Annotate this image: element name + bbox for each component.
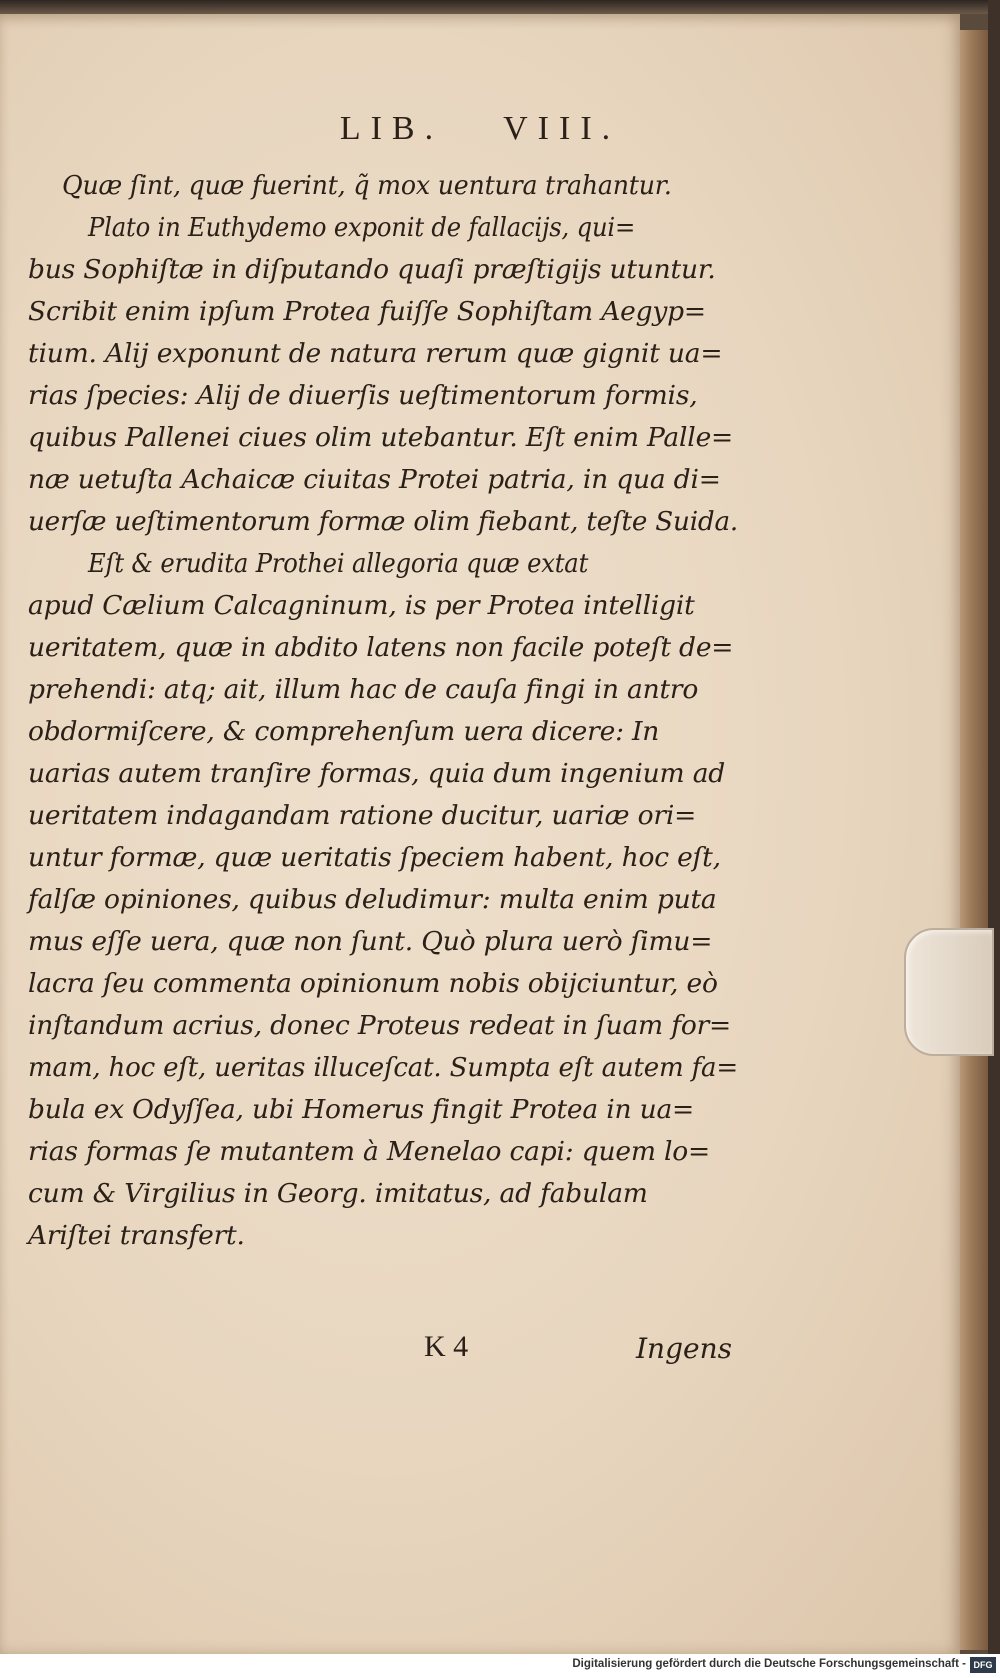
catchword: Ingens [636,1332,732,1365]
text-line: lacra ſeu commenta opinionum nobis obijciuntur, eò [28,968,718,999]
text-line: næ uetuſta Achaicæ ciuitas Protei patria, in qua di= [28,464,721,495]
text-line: bula ex Odyſſea, ubi Homerus fingit Protea in ua= [28,1094,695,1125]
running-head-book: LIB. [339,110,444,147]
text-line: rias ſpecies: Alij de diuerſis ueſtimentorum formis, [28,380,698,411]
page-clip [904,928,994,1056]
book-fore-edge [960,30,988,1650]
text-line: untur formæ, quæ ueritatis ſpeciem habent, hoc eſt, [28,842,721,873]
text-line: rias formas ſe mutantem à Menelao capi: quem lo= [28,1136,711,1167]
text-line: falſæ opiniones, quibus deludimur: multa enim puta [28,884,717,915]
running-head-number: VIII. [503,110,621,147]
verse-line: Quæ ſint, quæ fuerint, q̃ mox uentura trahantur. [62,170,672,201]
text-line: cum & Virgilius in Georg. imitatus, ad fabulam [28,1178,648,1209]
text-line: tium. Alij exponunt de natura rerum quæ gignit ua= [28,338,723,369]
text-line: apud Cælium Calcagninum, is per Protea intelligit [28,590,695,621]
book-top-edge [0,0,1000,14]
text-line: ueritatem indagandam ratione ducitur, uariæ ori= [28,800,697,831]
text-line: mam, hoc eſt, ueritas illuceſcat. Sumpta eſt autem fa= [28,1052,739,1083]
text-line: Ariſtei transfert. [28,1220,245,1251]
dfg-logo: DFG [970,1657,996,1673]
text-line: uarias autem tranſire formas, quia dum ingenium ad [28,758,726,789]
text-line: Scribit enim ipſum Protea fuiſſe Sophiſtam Aegyp= [28,296,706,327]
text-line: ueritatem, quæ in abdito latens non facile poteſt de= [28,632,734,663]
text-line: Plato in Euthydemo exponit de fallacijs, qui= [88,212,636,243]
text-line: quibus Pallenei ciues olim utebantur. Eſt enim Palle= [28,422,734,453]
text-line: bus Sophiſtæ in diſputando quaſi præſtigijs utuntur. [28,254,716,285]
book-binding-edge [988,0,1000,1654]
text-line: mus eſſe uera, quæ non ſunt. Quò plura uerò ſimu= [28,926,713,957]
text-line: inſtandum acrius, donec Proteus redeat in ſuam for= [28,1010,732,1041]
text-line: obdormiſcere, & comprehenſum uera dicere: In [28,716,660,747]
text-line: uerſæ ueſtimentorum formæ olim fiebant, teſte Suida. [28,506,739,537]
text-line: prehendi: atq; ait, illum hac de cauſa fingi in antro [28,674,699,705]
running-head [0,110,960,148]
funding-credit: Digitalisierung gefördert durch die Deutsche Forschungsgemeinschaft - [572,1658,966,1670]
text-line: Eſt & erudita Prothei allegoria quæ extat [88,548,589,579]
signature-mark: K 4 [424,1330,469,1363]
